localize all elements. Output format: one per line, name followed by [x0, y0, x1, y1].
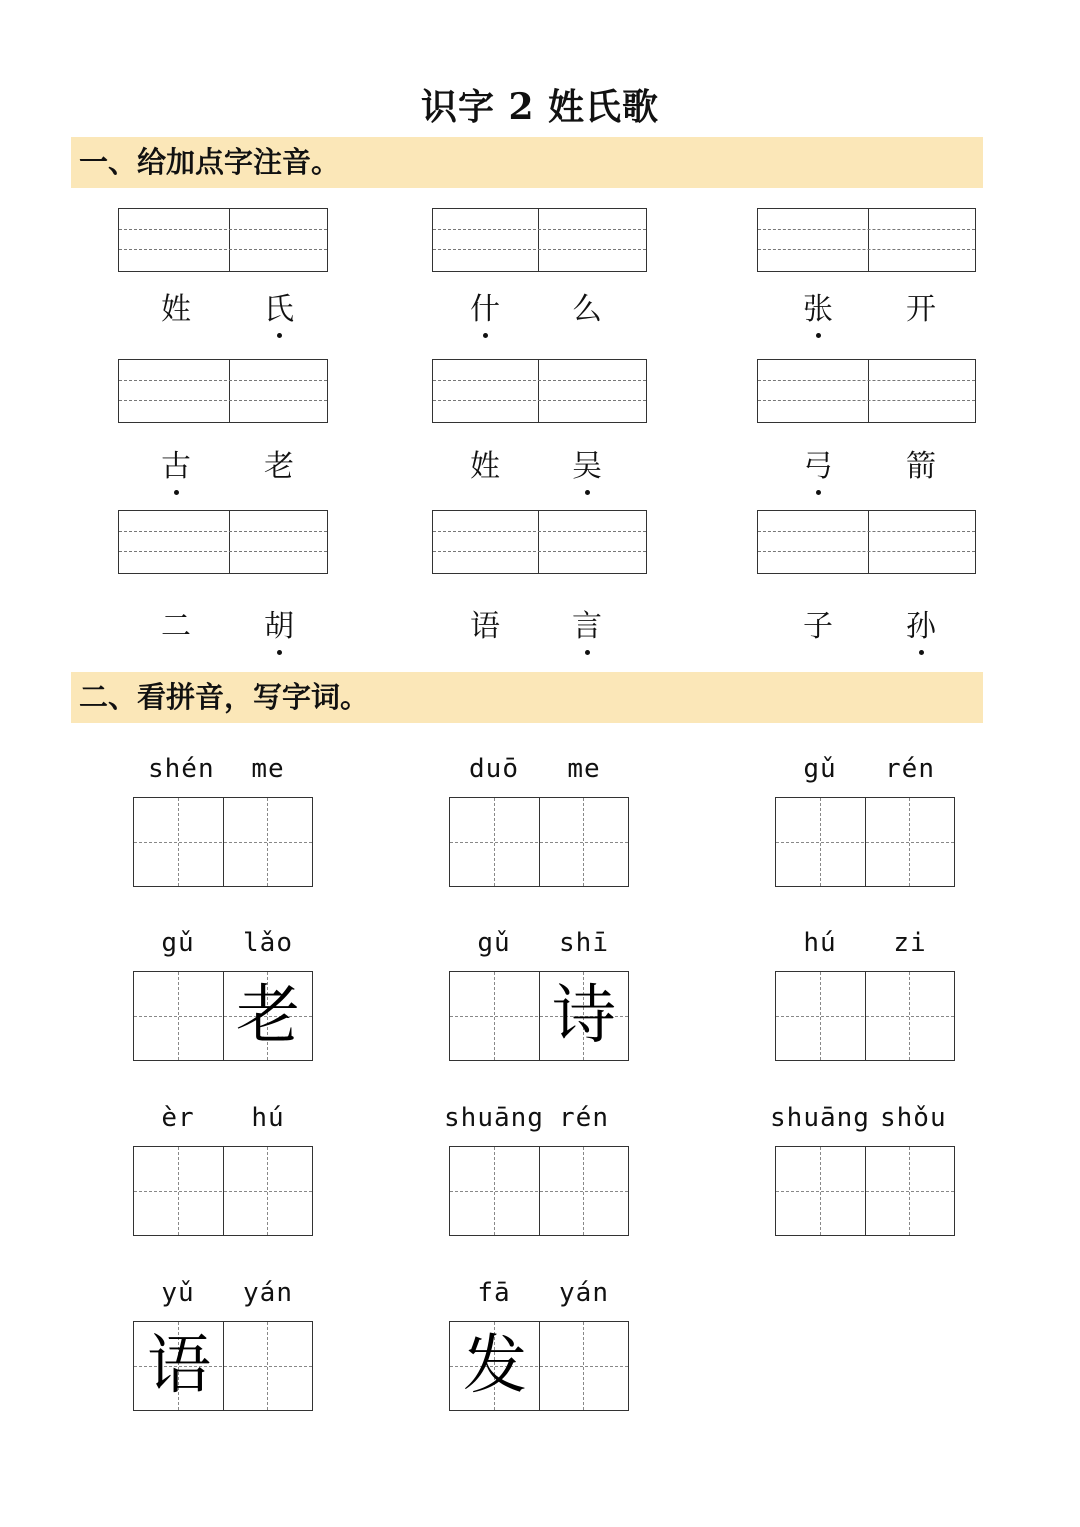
pinyin-answer-box[interactable]	[757, 208, 976, 272]
section-2-heading: 二、看拼音，写字词。	[79, 680, 370, 714]
pinyin-answer-box[interactable]	[432, 208, 647, 272]
character: 姓	[161, 292, 191, 327]
pinyin-label: fā	[477, 1278, 511, 1308]
dotted-character: 氏	[249, 290, 309, 330]
character: 语	[470, 609, 500, 644]
dotted-character: 什	[455, 290, 515, 330]
pinyin-answer-box[interactable]	[118, 359, 328, 423]
character-writing-grid[interactable]	[133, 797, 313, 887]
character: 姓	[470, 449, 500, 484]
page-title: 识字 2 姓氏歌	[420, 86, 660, 128]
pinyin-answer-box[interactable]	[118, 208, 328, 272]
pinyin-label: gǔ	[803, 754, 837, 784]
pinyin-label: shén	[148, 754, 215, 784]
pinyin-label: zi	[893, 928, 927, 958]
character-writing-grid[interactable]	[133, 1321, 313, 1411]
character-writing-grid[interactable]	[775, 1146, 955, 1236]
dotted-character: 言	[557, 607, 617, 647]
prefilled-character: 语	[147, 1329, 211, 1403]
pinyin-label: èr	[161, 1103, 195, 1133]
character: 开	[906, 292, 936, 327]
character: 么	[572, 292, 602, 327]
pinyin-label: shī	[559, 928, 609, 958]
section-2-heading-bar	[71, 672, 983, 723]
character-writing-grid[interactable]	[449, 1146, 629, 1236]
dotted-character: 胡	[249, 607, 309, 647]
character-writing-grid[interactable]	[449, 1321, 629, 1411]
dotted-character: 孙	[891, 607, 951, 647]
pinyin-label: duō	[469, 754, 519, 784]
character-writing-grid[interactable]	[133, 971, 313, 1061]
dotted-character: 吴	[557, 447, 617, 487]
pinyin-label: me	[567, 754, 601, 784]
pinyin-label: rén	[885, 754, 935, 784]
pinyin-label: yán	[243, 1278, 293, 1308]
character: 箭	[906, 449, 936, 484]
pinyin-answer-box[interactable]	[757, 510, 976, 574]
character: 子	[803, 609, 833, 644]
dotted-character: 古	[146, 447, 206, 487]
section-1-heading-bar	[71, 137, 983, 188]
pinyin-label: lǎo	[243, 928, 293, 958]
pinyin-label: shuāng	[770, 1103, 870, 1133]
character: 老	[264, 449, 294, 484]
pinyin-answer-box[interactable]	[432, 359, 647, 423]
pinyin-label: rén	[559, 1103, 609, 1133]
pinyin-label: yǔ	[161, 1278, 195, 1308]
pinyin-answer-box[interactable]	[432, 510, 647, 574]
prefilled-character: 诗	[552, 979, 616, 1053]
pinyin-label: shuāng	[444, 1103, 544, 1133]
dotted-character: 弓	[788, 447, 848, 487]
character-writing-grid[interactable]	[133, 1146, 313, 1236]
pinyin-answer-box[interactable]	[118, 510, 328, 574]
section-1-heading: 一、给加点字注音。	[79, 145, 341, 179]
character: 二	[161, 609, 191, 644]
pinyin-label: hú	[251, 1103, 285, 1133]
pinyin-label: yán	[559, 1278, 609, 1308]
character-writing-grid[interactable]	[775, 971, 955, 1061]
character-writing-grid[interactable]	[449, 971, 629, 1061]
pinyin-label: gǔ	[161, 928, 195, 958]
pinyin-label: hú	[803, 928, 837, 958]
prefilled-character: 发	[463, 1329, 527, 1403]
pinyin-label: gǔ	[477, 928, 511, 958]
prefilled-character: 老	[236, 979, 300, 1053]
character-writing-grid[interactable]	[449, 797, 629, 887]
pinyin-label: shǒu	[880, 1103, 947, 1133]
pinyin-label: me	[251, 754, 285, 784]
character-writing-grid[interactable]	[775, 797, 955, 887]
pinyin-answer-box[interactable]	[757, 359, 976, 423]
dotted-character: 张	[788, 290, 848, 330]
